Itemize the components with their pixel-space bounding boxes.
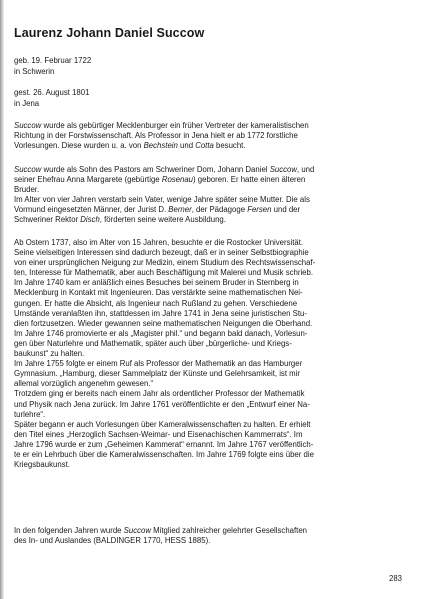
text-line	[14, 420, 414, 430]
paragraph-3	[14, 238, 414, 470]
text-line	[14, 121, 414, 131]
italic-name: Rosenau	[161, 175, 194, 185]
text-line	[14, 258, 414, 268]
text-run: wurde als Sohn des Pastors am Schweriner Dom, Johann Daniel	[41, 165, 270, 174]
text-run: Kriegsbaukunst.	[14, 460, 70, 470]
text-line	[14, 131, 414, 141]
text-run: Im Alter von vier Jahren verstarb sein Vater, wenige Jahre später seine Mutter. Die als	[14, 195, 310, 205]
text-run: allemal vorzüglich angenehm gewesen.“	[14, 379, 154, 389]
birth-info	[14, 56, 91, 77]
text-run: te er ein Lehrbuch über die Kameralwissenschaften. Im Jahre 1769 folgte eins über die	[14, 449, 314, 459]
text-run: Mitglied zahlreicher gelehrter Gesellschaften	[150, 526, 307, 535]
text-line	[14, 238, 414, 248]
text-run: Schweriner Rektor	[14, 215, 81, 225]
text-run: Gymnasium. „Hamburg, dieser Sammelplatz der Künste und Gelehrsamkeit, ist mir	[14, 369, 300, 379]
text-line	[14, 389, 414, 399]
birth-date: geb. 19. Februar 1722	[14, 56, 92, 65]
text-line	[14, 278, 414, 288]
text-line	[14, 369, 414, 379]
text-run: und der	[271, 205, 301, 215]
paragraph-1	[14, 121, 414, 151]
text-run: Seine vielseitigen Interessen sind dadurch bezeugt, daß er in seiner Selbstbiographie	[14, 248, 309, 258]
text-run: Trotzdem ging er bereits nach einem Jahr als ordentlicher Professor der Mathematik	[14, 389, 305, 399]
paragraph-2	[14, 165, 414, 226]
text-line	[14, 440, 414, 450]
italic-name: Bechstein	[143, 141, 178, 151]
text-run: dien fortzusetzen. Wieder gewannen seine mathematischen Neigungen die Oberhand.	[14, 318, 313, 328]
page-title: Laurenz Johann Daniel Succow	[14, 26, 205, 40]
death-place: in Jena	[14, 98, 40, 108]
text-run: ) geboren. Er hatte einen älteren	[193, 175, 306, 185]
death-info	[14, 88, 89, 109]
text-run: , der Pädagoge	[191, 205, 248, 215]
text-line	[14, 215, 414, 225]
text-run: Im Jahre 1746 promovierte er als „Magister phil.“ und begann bald danach, Vorlesun-	[14, 328, 308, 338]
text-run: Umstände veranlaßten ihn, stattdessen im Jahre 1741 in Jena seine juristischen Stu-	[14, 308, 307, 318]
text-run: seiner Ehefrau Anna Margarete (gebürtige	[14, 175, 162, 185]
text-run: und	[177, 141, 196, 151]
text-line	[14, 339, 414, 349]
text-run: Vorlesungen. Diese wurden u. a. von	[14, 141, 144, 151]
text-line	[14, 430, 414, 440]
text-run: Später begann er auch Vorlesungen über Kameralwissenschaften zu halten. Er erhielt	[14, 419, 311, 429]
text-run: Im Jahre 1740 kam er anläßlich eines Besuches bei seinem Bruder in Sternberg in	[14, 278, 299, 288]
text-line	[14, 268, 414, 278]
text-run: , förderten seine weitere Ausbildung.	[99, 215, 226, 225]
italic-name: Cotta	[195, 141, 214, 151]
text-run: den Titel eines „Herzoglich Sachsen-Weimar- und Eisenachischen Kammerrats“. Im	[14, 429, 303, 439]
text-line	[14, 288, 414, 298]
italic-name: Succow	[269, 165, 298, 174]
text-line	[14, 205, 414, 215]
text-run: gungen. Er hatte die Absicht, als Ingenieur nach Rußland zu gehen. Verschiedene	[14, 298, 298, 308]
text-run: wurde als gebürtiger Mecklenburger ein früher Vertreter der kameralistischen	[41, 121, 309, 130]
italic-name: Berner	[168, 205, 192, 215]
text-run: baukunst“ zu halten.	[14, 349, 85, 359]
page-number: 283	[389, 574, 403, 583]
text-line	[14, 185, 414, 195]
italic-name: Disch	[80, 215, 100, 225]
text-run: Bruder.	[14, 185, 40, 195]
text-line	[14, 349, 414, 359]
text-run: Ab Ostern 1737, also im Alter von 15 Jahren, besuchte er die Rostocker Universität.	[14, 238, 304, 247]
text-line	[14, 359, 414, 369]
death-date: gest. 26. August 1801	[14, 88, 90, 97]
italic-name: Succow	[14, 121, 42, 130]
paragraph-4	[14, 526, 414, 546]
text-run: , und	[297, 165, 315, 174]
text-line	[14, 526, 414, 536]
italic-name: Succow	[14, 165, 42, 174]
text-run: Mecklenburg in Kontakt mit Ingenieuren. Das verstärkte seine mathematischen Nei-	[14, 288, 303, 298]
text-line	[14, 319, 414, 329]
text-line	[14, 410, 414, 420]
text-run: von einer ursprünglichen Neigung zur Medizin, einem Studium des Rechtswissenschaf-	[14, 258, 316, 268]
text-run: des In- und Auslandes (BALDINGER 1770, HESS 1885).	[14, 536, 211, 546]
text-run: Im Jahre 1755 folgte er einem Ruf als Professor der Mathematik an das Hamburger	[14, 359, 303, 369]
italic-name: Fersen	[247, 205, 272, 215]
text-run: Vormund eingesetzten Männer, der Jurist D.	[14, 205, 169, 215]
text-run: Jahre 1796 wurde er zum „Geheimen Kammerat“ ernannt. Im Jahre 1767 veröffentlich-	[14, 439, 314, 449]
birth-place: in Schwerin	[14, 66, 55, 76]
text-run: und Physik nach Jena zurück. Im Jahre 1761 veröffentlichte er den „Entwurf einer Na-	[14, 399, 310, 409]
text-run: In den folgenden Jahren wurde	[14, 526, 124, 535]
text-line	[14, 248, 414, 258]
italic-name: Succow	[123, 526, 151, 535]
text-run: ten, Interesse für Mathematik, aber auch Beschäftigung mit Malerei und Musik schrieb.	[14, 268, 314, 278]
text-run: besucht.	[213, 141, 246, 151]
text-line	[14, 400, 414, 410]
page-gutter-shadow	[0, 0, 4, 599]
text-run: gen über Naturlehre und Mathematik, später auch über „bürgerliche- und Kriegs-	[14, 338, 292, 348]
text-line	[14, 141, 414, 151]
text-run: turlehre“.	[14, 409, 46, 419]
text-line	[14, 309, 414, 319]
text-line	[14, 195, 414, 205]
text-line	[14, 450, 414, 460]
text-line	[14, 299, 414, 309]
text-line	[14, 165, 414, 175]
text-line	[14, 536, 414, 546]
text-line	[14, 460, 414, 470]
text-run: Richtung in der Forstwissenschaft. Als Professor in Jena hielt er ab 1772 forstliche	[14, 131, 298, 141]
text-line	[14, 379, 414, 389]
text-line	[14, 329, 414, 339]
text-line	[14, 175, 414, 185]
